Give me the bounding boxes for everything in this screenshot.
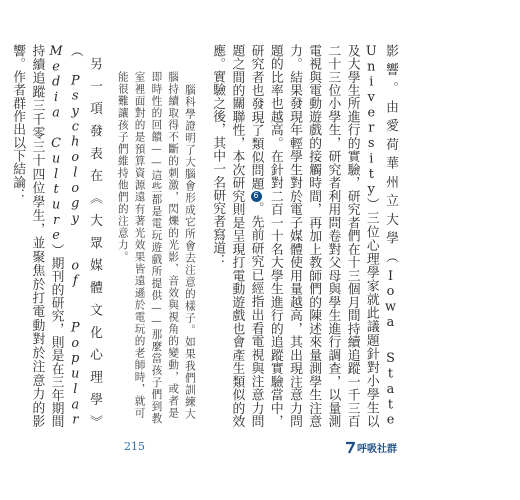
publisher-name: 呼吸社群 bbox=[357, 444, 397, 455]
paragraph-2-text: 另一項發表在《大眾媒體文化心理學》（ bbox=[67, 44, 102, 428]
block-quote-wrapper bbox=[114, 44, 198, 428]
block-quote: 腦科學證明了大腦會形成它所會去注意的樣子。如果我們訓練大腦持續取得不斷的刺激，閃爍的光影、音效與視角的變動，或者是即時性的回饋——這些都是電玩遊戲所提供——那麼當孩子們到教室裡面對的是預算資源遠有著光效果皆遠遜於電玩的老師時，就可能很難讓孩子們維持他們的注意力。 bbox=[116, 71, 196, 425]
paragraph-1 bbox=[208, 44, 400, 428]
paragraph-1-tail: 。先前研究已經指出看電視與注意力問題之間的關聯性，本次研究則是呈現打電動遊戲也會產生類似的效應。實驗之後，其中一名研究者寫道： bbox=[210, 44, 264, 428]
journal-title-latin: Psychology of Popular Media Culture bbox=[48, 44, 83, 428]
paragraph-2-tail: ）期刊的研究，則是在三年期間持續追蹤三千零三十四位學生，並聚焦於打電動對於注意力的影響。作者群作出以下結論： bbox=[10, 44, 64, 428]
page-number: 215 bbox=[124, 440, 145, 453]
vertical-text-body bbox=[10, 44, 400, 428]
publisher-mark-icon bbox=[345, 442, 355, 454]
publisher-logo bbox=[345, 440, 397, 455]
footnote-marker[interactable]: 6 bbox=[251, 191, 261, 201]
paragraph-1-text: 影響。由愛荷華州立大學（Iowa State University）三位心理學家就此議題針對小學生以及大學生所進行的實驗，研究者們在十三個月間持續追蹤一千三百二十三位小學生，研究者利用問卷對父母與學生進行調查，以量測電視與電動遊戲的接觸時間，再加上教師們的陳述來量測學生注意力。結果發現年輕學生對於電子媒體使用量越高，其出現注意力問題的比率也越高。在針對二百一十名大學生進行的追蹤實驗當中，研究者也發現了類似問題 bbox=[248, 44, 398, 428]
paragraph-2 bbox=[8, 44, 104, 428]
